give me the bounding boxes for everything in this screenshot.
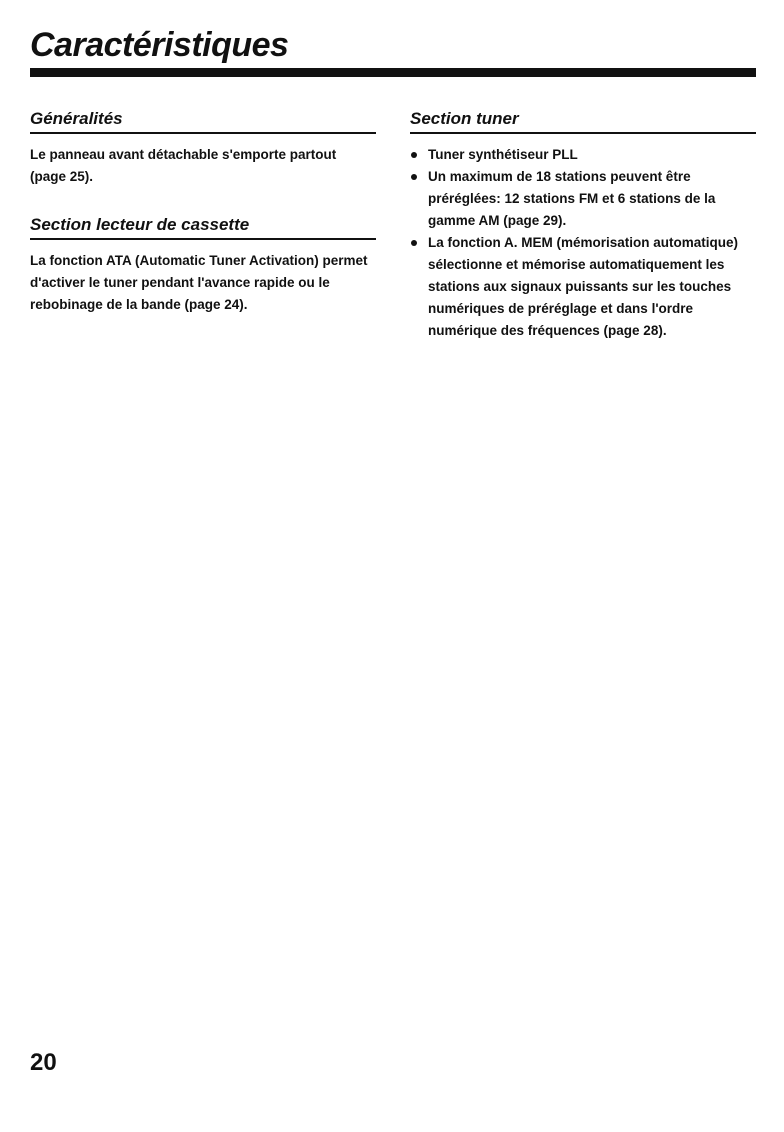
title-rule <box>30 68 756 77</box>
generalites-text: Le panneau avant détachable s'emporte partout (page 25). <box>30 147 337 184</box>
section-heading-tuner: Section tuner <box>410 108 756 134</box>
section-heading-generalites: Généralités <box>30 108 376 134</box>
tuner-feature-list <box>410 144 756 342</box>
right-column <box>410 108 756 342</box>
tuner-feature-text: Tuner synthétiseur PLL <box>428 147 578 162</box>
list-item <box>410 232 756 342</box>
page-number: 20 <box>30 1049 57 1076</box>
tuner-feature-text: La fonction A. MEM (mémorisation automatique) sélectionne et mémorise automatiquement les stations aux signaux puissants sur les touches numériques de préréglage et dans l'ordre numérique des fréquences (page 28). <box>428 235 739 338</box>
bullet-icon <box>411 240 417 246</box>
bullet-icon <box>411 152 417 158</box>
list-item <box>410 166 756 232</box>
page-title: Caractéristiques <box>30 26 289 64</box>
tuner-feature-text: Un maximum de 18 stations peuvent être préréglées: 12 stations FM et 6 stations de la gamme AM (page 29). <box>428 169 716 228</box>
left-column <box>30 108 376 316</box>
list-item <box>410 144 756 166</box>
section-heading-cassette: Section lecteur de cassette <box>30 214 376 240</box>
cassette-text: La fonction ATA (Automatic Tuner Activation) permet d'activer le tuner pendant l'avance rapide ou le rebobinage de la bande (page 24). <box>30 253 368 312</box>
bullet-icon <box>411 174 417 180</box>
